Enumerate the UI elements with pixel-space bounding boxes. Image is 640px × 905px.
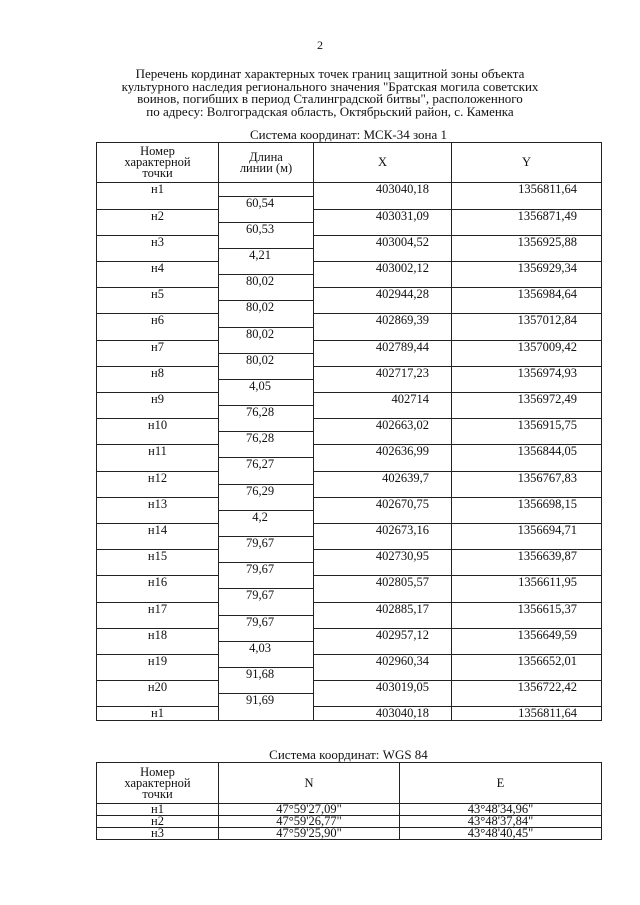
empty-cell (97, 510, 219, 523)
n-cell: 47°59'25,90" (219, 828, 400, 840)
segment-row (97, 589, 602, 602)
header-line-length: Длина линии (м) (219, 143, 314, 183)
empty-cell (97, 327, 219, 340)
table-row (97, 183, 602, 197)
empty-cell (452, 667, 602, 680)
x-cell: 402944,28 (314, 288, 452, 301)
table-row (97, 471, 602, 484)
table-row (97, 235, 602, 248)
empty-cell (314, 406, 452, 419)
table-row (97, 314, 602, 327)
table2-caption: Система координат: WGS 84 (269, 747, 428, 762)
x-cell: 403040,18 (314, 183, 452, 197)
empty-cell (314, 667, 452, 680)
segment-row (97, 537, 602, 550)
empty-cell (452, 222, 602, 235)
header-y: Y (452, 143, 602, 183)
y-cell: 1356811,64 (452, 707, 602, 721)
header-point-number: Номер характерной точки (97, 763, 219, 804)
length-cell: 60,53 (219, 222, 314, 235)
point-id-cell: н1 (97, 707, 219, 721)
empty-cell (97, 537, 219, 550)
empty-cell (452, 484, 602, 497)
x-cell: 402885,17 (314, 602, 452, 615)
length-cell (219, 393, 314, 406)
segment-row (97, 458, 602, 471)
length-cell: 80,02 (219, 301, 314, 314)
empty-cell (452, 379, 602, 392)
point-id-cell: н14 (97, 523, 219, 536)
empty-cell (314, 196, 452, 209)
length-cell: 80,02 (219, 327, 314, 340)
point-id-cell: н15 (97, 550, 219, 563)
empty-cell (452, 432, 602, 445)
empty-cell (97, 379, 219, 392)
header-e: E (400, 763, 602, 804)
length-cell: 4,2 (219, 510, 314, 523)
point-id-cell: н2 (97, 816, 219, 828)
empty-cell (97, 222, 219, 235)
length-cell: 91,69 (219, 694, 314, 707)
segment-row (97, 484, 602, 497)
empty-cell (97, 248, 219, 261)
segment-row (97, 406, 602, 419)
empty-cell (314, 458, 452, 471)
empty-cell (314, 327, 452, 340)
length-cell: 80,02 (219, 353, 314, 366)
segment-row (97, 667, 602, 680)
title-line: по адресу: Волгоградская область, Октябрьский район, с. Каменка (146, 103, 514, 119)
empty-cell (97, 615, 219, 628)
length-cell (219, 314, 314, 327)
n-cell: 47°59'26,77" (219, 816, 400, 828)
table-row (97, 340, 602, 353)
y-cell: 1356972,49 (452, 393, 602, 406)
y-cell: 1356811,64 (452, 183, 602, 197)
table-row (97, 550, 602, 563)
header-n: N (219, 763, 400, 804)
length-cell: 4,21 (219, 248, 314, 261)
length-cell (219, 340, 314, 353)
point-id-cell: н6 (97, 314, 219, 327)
table-row (97, 419, 602, 432)
e-cell: 43°48'37,84" (400, 816, 602, 828)
x-cell: 402957,12 (314, 628, 452, 641)
msk34-coordinates-table (96, 142, 602, 721)
y-cell: 1356611,95 (452, 576, 602, 589)
point-id-cell: н20 (97, 681, 219, 694)
empty-cell (452, 694, 602, 707)
title-line: Перечень кординат характерных точек границ защитной зоны объекта (135, 66, 525, 81)
length-cell: 76,27 (219, 458, 314, 471)
table-row (97, 681, 602, 694)
x-cell: 402960,34 (314, 654, 452, 667)
length-cell (219, 366, 314, 379)
header-point-number: Номер характерной точки (97, 143, 219, 183)
x-cell: 402639,7 (314, 471, 452, 484)
empty-cell (314, 694, 452, 707)
point-id-cell: н13 (97, 497, 219, 510)
length-cell: 79,67 (219, 589, 314, 602)
empty-cell (314, 353, 452, 366)
x-cell: 402670,75 (314, 497, 452, 510)
y-cell: 1357009,42 (452, 340, 602, 353)
empty-cell (452, 641, 602, 654)
e-cell: 43°48'40,45" (400, 828, 602, 840)
y-cell: 1356694,71 (452, 523, 602, 536)
length-cell: 80,02 (219, 275, 314, 288)
x-cell: 402730,95 (314, 550, 452, 563)
x-cell: 403002,12 (314, 262, 452, 275)
segment-row (97, 222, 602, 235)
header-x: X (314, 143, 452, 183)
length-cell (219, 209, 314, 222)
segment-row (97, 641, 602, 654)
table-row (97, 707, 602, 721)
empty-cell (314, 379, 452, 392)
empty-cell (314, 537, 452, 550)
table-row (97, 209, 602, 222)
length-cell (219, 602, 314, 615)
y-cell: 1356652,01 (452, 654, 602, 667)
point-id-cell: н17 (97, 602, 219, 615)
empty-cell (452, 248, 602, 261)
empty-cell (452, 537, 602, 550)
segment-row (97, 379, 602, 392)
point-id-cell: н9 (97, 393, 219, 406)
empty-cell (452, 275, 602, 288)
table-row (97, 393, 602, 406)
length-cell: 79,67 (219, 615, 314, 628)
point-id-cell: н2 (97, 209, 219, 222)
empty-cell (452, 589, 602, 602)
y-cell: 1356698,15 (452, 497, 602, 510)
segment-row (97, 432, 602, 445)
segment-row (97, 275, 602, 288)
segment-row (97, 694, 602, 707)
length-cell (219, 288, 314, 301)
table-row (97, 262, 602, 275)
length-cell (219, 419, 314, 432)
table-row (97, 366, 602, 379)
empty-cell (314, 275, 452, 288)
empty-cell (314, 510, 452, 523)
empty-cell (97, 196, 219, 209)
length-cell: 4,05 (219, 379, 314, 392)
empty-cell (97, 301, 219, 314)
empty-cell (97, 406, 219, 419)
empty-cell (452, 196, 602, 209)
empty-cell (97, 458, 219, 471)
empty-cell (452, 327, 602, 340)
title-line: культурного наследия регионального значения "Братская могила советских (121, 78, 539, 94)
x-cell: 402789,44 (314, 340, 452, 353)
point-id-cell: н18 (97, 628, 219, 641)
y-cell: 1356649,59 (452, 628, 602, 641)
table-row (97, 828, 602, 840)
n-cell: 47°59'27,09" (219, 804, 400, 816)
segment-row (97, 563, 602, 576)
table-row (97, 654, 602, 667)
length-cell: 76,29 (219, 484, 314, 497)
length-cell (219, 654, 314, 667)
empty-cell (97, 484, 219, 497)
length-cell: 76,28 (219, 432, 314, 445)
length-cell (219, 235, 314, 248)
table-row (97, 445, 602, 458)
point-id-cell: н3 (97, 828, 219, 840)
length-cell (219, 550, 314, 563)
document-title (80, 68, 580, 118)
empty-cell (97, 275, 219, 288)
segment-row (97, 615, 602, 628)
x-cell: 402663,02 (314, 419, 452, 432)
y-cell: 1356844,05 (452, 445, 602, 458)
segment-row (97, 327, 602, 340)
x-cell: 403004,52 (314, 235, 452, 248)
segment-row (97, 196, 602, 209)
length-cell: 60,54 (219, 196, 314, 209)
title-line: воинов, погибших в период Сталинградской битвы", расположенного (137, 91, 523, 106)
length-cell: 79,67 (219, 537, 314, 550)
empty-cell (314, 248, 452, 261)
point-id-cell: н7 (97, 340, 219, 353)
empty-cell (452, 406, 602, 419)
x-cell: 402636,99 (314, 445, 452, 458)
point-id-cell: н12 (97, 471, 219, 484)
point-id-cell: н16 (97, 576, 219, 589)
empty-cell (314, 589, 452, 602)
point-id-cell: н11 (97, 445, 219, 458)
length-cell (219, 471, 314, 484)
length-cell: 79,67 (219, 563, 314, 576)
length-cell (219, 445, 314, 458)
x-cell: 402869,39 (314, 314, 452, 327)
empty-cell (452, 301, 602, 314)
x-cell: 403019,05 (314, 681, 452, 694)
empty-cell (97, 432, 219, 445)
y-cell: 1356915,75 (452, 419, 602, 432)
length-cell (219, 183, 314, 197)
table-row (97, 576, 602, 589)
point-id-cell: н3 (97, 235, 219, 248)
x-cell: 403031,09 (314, 209, 452, 222)
point-id-cell: н4 (97, 262, 219, 275)
point-id-cell: н5 (97, 288, 219, 301)
segment-row (97, 510, 602, 523)
y-cell: 1356639,87 (452, 550, 602, 563)
table-row (97, 523, 602, 536)
segment-row (97, 248, 602, 261)
empty-cell (314, 301, 452, 314)
empty-cell (314, 641, 452, 654)
length-cell: 91,68 (219, 667, 314, 680)
empty-cell (97, 694, 219, 707)
table-row (97, 602, 602, 615)
empty-cell (314, 563, 452, 576)
x-cell: 403040,18 (314, 707, 452, 721)
segment-row (97, 301, 602, 314)
y-cell: 1356925,88 (452, 235, 602, 248)
x-cell: 402673,16 (314, 523, 452, 536)
empty-cell (452, 510, 602, 523)
x-cell: 402714 (314, 393, 452, 406)
empty-cell (314, 615, 452, 628)
empty-cell (452, 615, 602, 628)
segment-row (97, 353, 602, 366)
table-row (97, 288, 602, 301)
page-number: 2 (317, 38, 323, 52)
point-id-cell: н19 (97, 654, 219, 667)
length-cell (219, 497, 314, 510)
point-id-cell: н10 (97, 419, 219, 432)
empty-cell (314, 222, 452, 235)
length-cell: 4,03 (219, 641, 314, 654)
empty-cell (97, 563, 219, 576)
empty-cell (452, 458, 602, 471)
table-row (97, 497, 602, 510)
y-cell: 1356722,42 (452, 681, 602, 694)
empty-cell (97, 589, 219, 602)
length-cell (219, 523, 314, 536)
x-cell: 402717,23 (314, 366, 452, 379)
length-cell (219, 707, 314, 721)
empty-cell (452, 563, 602, 576)
table1-caption: Система координат: МСК-34 зона 1 (249, 127, 447, 142)
x-cell: 402805,57 (314, 576, 452, 589)
length-cell (219, 681, 314, 694)
y-cell: 1357012,84 (452, 314, 602, 327)
empty-cell (97, 641, 219, 654)
y-cell: 1356767,83 (452, 471, 602, 484)
empty-cell (97, 353, 219, 366)
empty-cell (452, 353, 602, 366)
table-row (97, 628, 602, 641)
y-cell: 1356615,37 (452, 602, 602, 615)
y-cell: 1356984,64 (452, 288, 602, 301)
point-id-cell: н8 (97, 366, 219, 379)
length-cell: 76,28 (219, 406, 314, 419)
y-cell: 1356871,49 (452, 209, 602, 222)
y-cell: 1356929,34 (452, 262, 602, 275)
length-cell (219, 576, 314, 589)
length-cell (219, 262, 314, 275)
point-id-cell: н1 (97, 183, 219, 197)
length-cell (219, 628, 314, 641)
empty-cell (314, 484, 452, 497)
y-cell: 1356974,93 (452, 366, 602, 379)
empty-cell (314, 432, 452, 445)
point-id-cell: н1 (97, 804, 219, 816)
empty-cell (97, 667, 219, 680)
e-cell: 43°48'34,96" (400, 804, 602, 816)
wgs84-coordinates-table (96, 762, 602, 840)
